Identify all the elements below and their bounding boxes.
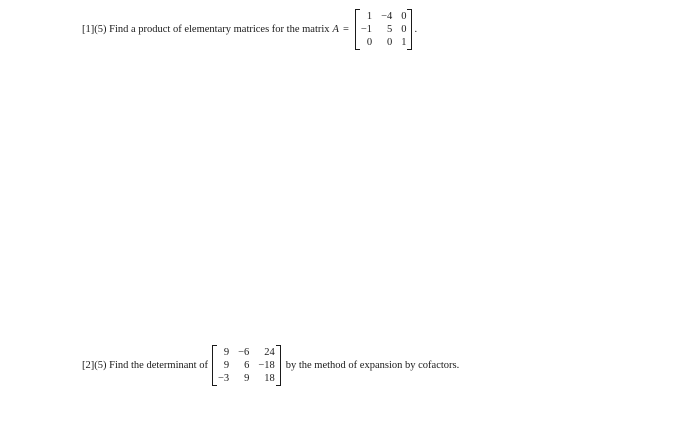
matrix-cell: 1 <box>401 37 407 48</box>
matrix-cell: 9 <box>244 373 250 384</box>
problem-1-suffix: . <box>414 24 418 35</box>
matrix-row <box>216 346 277 359</box>
problem-2 <box>82 345 459 386</box>
problem-2-suffix: by the method of expansion by cofactors. <box>285 360 460 371</box>
matrix-cell: −6 <box>238 347 250 358</box>
matrix-row <box>359 36 409 49</box>
matrix-a <box>355 9 413 50</box>
matrix-variable: A <box>332 24 339 35</box>
matrix-cell: 9 <box>223 360 230 371</box>
matrix-cell: 0 <box>401 11 407 22</box>
matrix-cell: 0 <box>366 37 373 48</box>
matrix-cell: 18 <box>264 373 275 384</box>
matrix-row <box>359 23 409 36</box>
matrix-row <box>216 372 277 385</box>
problem-2-prefix: [2](5) Find the determinant of <box>82 360 208 371</box>
matrix-cell: −3 <box>217 373 230 384</box>
matrix-cell: 5 <box>386 24 393 35</box>
matrix-cell: 9 <box>223 347 230 358</box>
matrix-cell: −1 <box>360 24 373 35</box>
matrix-cell: 24 <box>264 347 275 358</box>
matrix-cell: −18 <box>258 360 275 371</box>
matrix-row <box>359 10 409 23</box>
matrix-cell: 0 <box>386 37 393 48</box>
matrix-cell: −4 <box>381 11 393 22</box>
problem-1-prefix: [1](5) Find a product of elementary matrices for the matrix <box>82 24 330 35</box>
matrix-cell: 0 <box>401 24 407 35</box>
matrix-cell: 1 <box>366 11 373 22</box>
problem-1 <box>82 9 417 50</box>
matrix-row <box>216 359 277 372</box>
determinant-matrix <box>212 345 281 386</box>
matrix-cell: 6 <box>244 360 250 371</box>
equals-sign: = <box>342 24 349 35</box>
